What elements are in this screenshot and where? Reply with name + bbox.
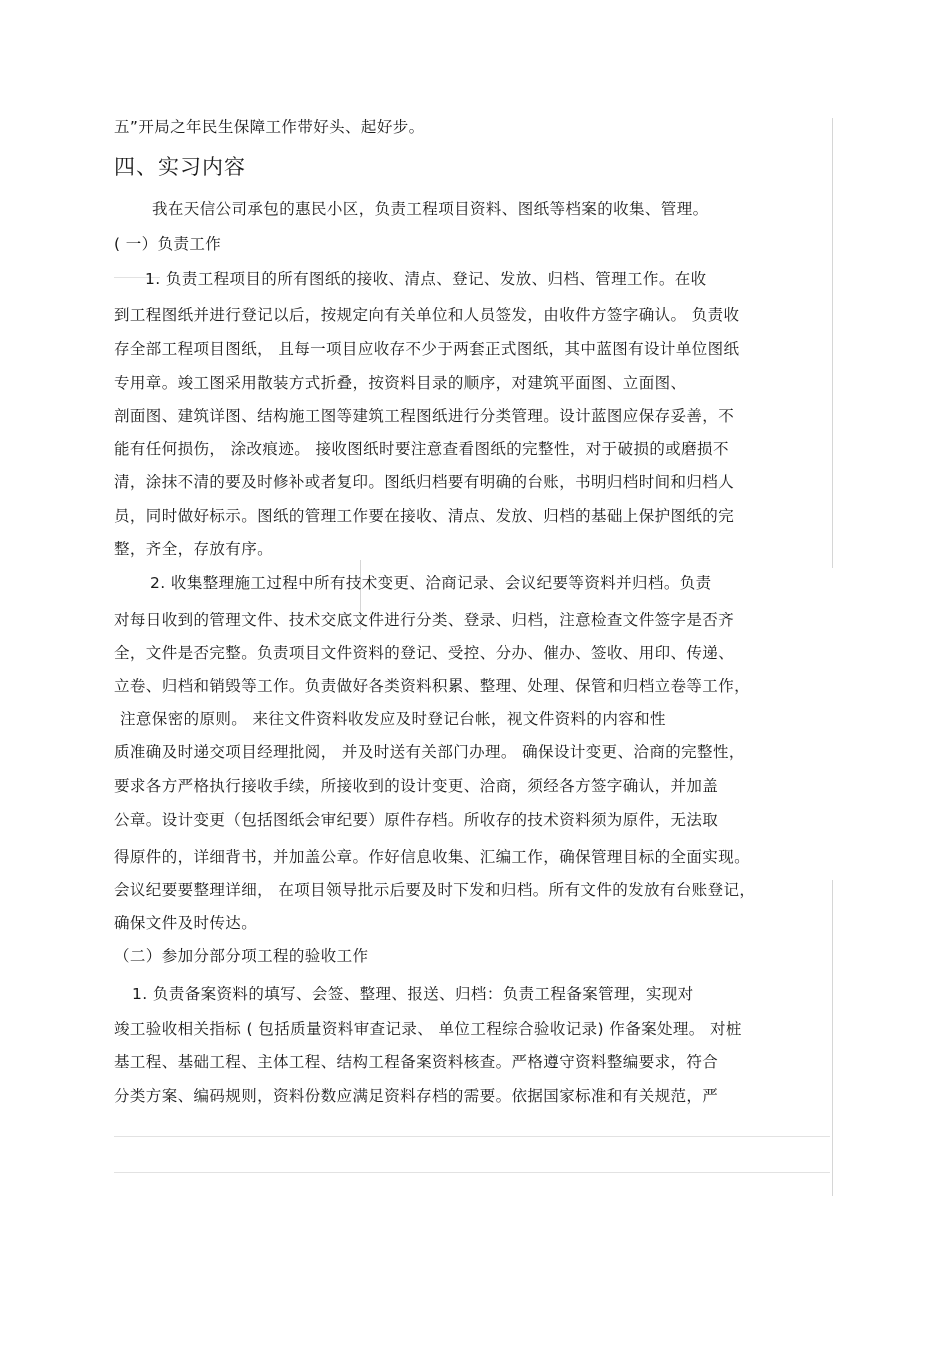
text-line: 专用章。竣工图采用散装方式折叠，按资料目录的顺序，对建筑平面图、立面图、 <box>114 374 687 392</box>
text-line: 整，齐全，存放有序。 <box>114 540 274 558</box>
text-line: 公章。设计变更（包括图纸会审纪要）原件存档。所收存的技术资料须为原件，无法取 <box>114 811 719 829</box>
text-line: 竣工验收相关指标 ( 包括质量资料审查记录、 单位工程综合验收记录) 作备案处理。 对桩 <box>114 1020 742 1038</box>
text-line: 到工程图纸并进行登记以后，按规定向有关单位和人员签发，由收件方签字确认。 负责收 <box>114 306 740 324</box>
text-line: 1. 负责工程项目的所有图纸的接收、清点、登记、发放、归档、管理工作。在收 <box>145 270 707 288</box>
section-heading: 四、实习内容 <box>114 155 246 179</box>
text-line: 立卷、归档和销毁等工作。负责做好各类资料积累、整理、处理、保管和归档立卷等工作， <box>114 677 751 695</box>
text-line: 会议纪要要整理详细， 在项目领导批示后要及时下发和归档。所有文件的发放有台账登记， <box>114 881 756 899</box>
subheading: ( 一）负责工作 <box>114 235 222 253</box>
text-line: 要求各方严格执行接收手续，所接收到的设计变更、洽商，须经各方签字确认，并加盖 <box>114 777 719 795</box>
text-line: 全，文件是否完整。负责项目文件资料的登记、受控、分办、催办、签收、用印、传递、 <box>114 644 735 662</box>
margin-rule <box>832 118 833 568</box>
subheading: （二）参加分部分项工程的验收工作 <box>114 947 369 965</box>
margin-rule <box>114 1172 830 1173</box>
text-line: 我在天信公司承包的惠民小区，负责工程项目资料、图纸等档案的收集、管理。 <box>152 200 709 218</box>
text-line: 质准确及时递交项目经理批阅， 并及时送有关部门办理。 确保设计变更、洽商的完整性， <box>114 743 745 761</box>
margin-rule <box>832 880 833 1196</box>
margin-rule <box>114 1136 830 1137</box>
text-line: 能有任何损伤， 涂改痕迹。 接收图纸时要注意查看图纸的完整性，对于破损的或磨损不 <box>114 440 729 458</box>
text-line: 五”开局之年民生保障工作带好头、起好步。 <box>114 118 425 136</box>
text-line: 存全部工程项目图纸， 且每一项目应收存不少于两套正式图纸，其中蓝图有设计单位图纸 <box>114 340 740 358</box>
text-line: 员，同时做好标示。图纸的管理工作要在接收、清点、发放、归档的基础上保护图纸的完 <box>114 507 735 525</box>
text-line: 注意保密的原则。 来往文件资料收发应及时登记台帐，视文件资料的内容和性 <box>120 710 666 728</box>
text-line: 得原件的，详细背书，并加盖公章。作好信息收集、汇编工作，确保管理目标的全面实现。 <box>114 848 751 866</box>
text-line: 基工程、基础工程、主体工程、结构工程备案资料核查。严格遵守资料整编要求，符合 <box>114 1053 719 1071</box>
text-line: 清，涂抹不清的要及时修补或者复印。图纸归档要有明确的台账，书明归档时间和归档人 <box>114 473 735 491</box>
text-line: 确保文件及时传达。 <box>114 914 258 932</box>
text-line: 2. 收集整理施工过程中所有技术变更、洽商记录、会议纪要等资料并归档。负责 <box>150 574 712 592</box>
text-line: 对每日收到的管理文件、技术交底文件进行分类、登录、归档，注意检查文件签字是否齐 <box>114 611 735 629</box>
text-line: 1. 负责备案资料的填写、会签、整理、报送、归档：负责工程备案管理，实现对 <box>132 985 694 1003</box>
text-line: 分类方案、编码规则，资料份数应满足资料存档的需要。依据国家标准和有关规范，严 <box>114 1087 719 1105</box>
text-line: 剖面图、建筑详图、结构施工图等建筑工程图纸进行分类管理。设计蓝图应保存妥善，不 <box>114 407 735 425</box>
